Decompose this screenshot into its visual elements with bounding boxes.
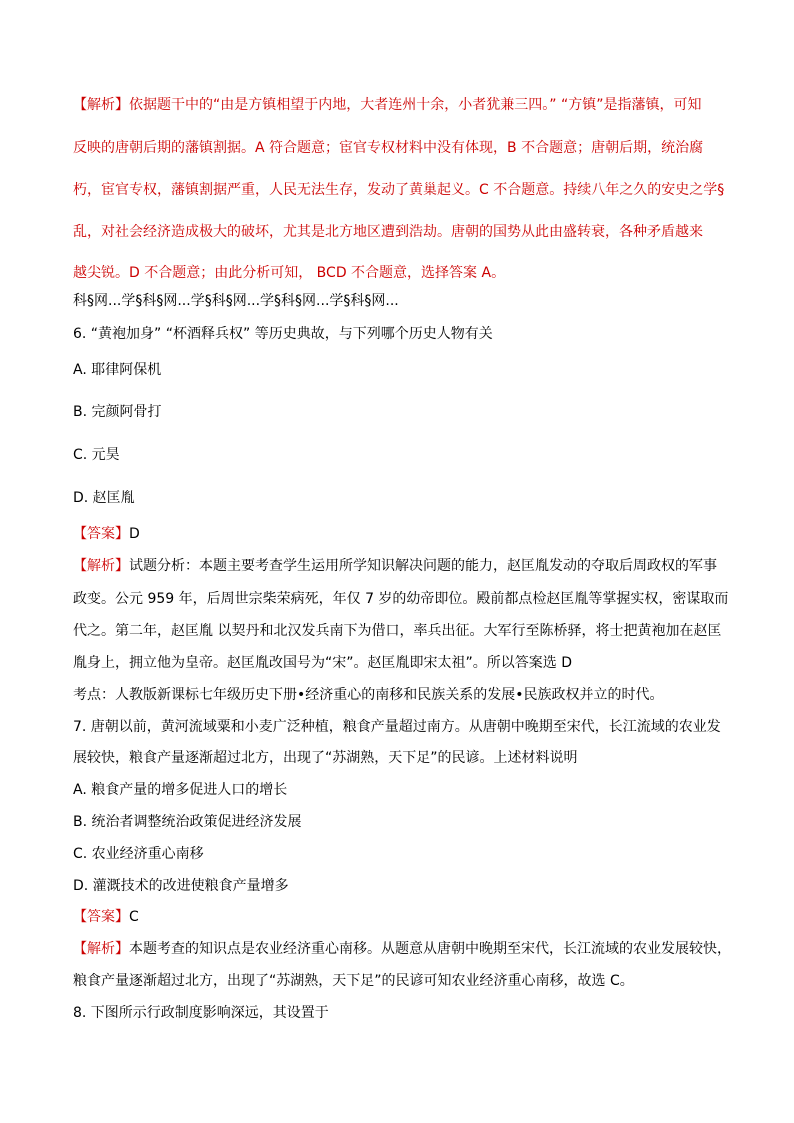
q6-option-a: A. 耶律阿保机	[73, 362, 162, 378]
q7-option-b: B. 统治者调整统治政策促进经济发展	[73, 814, 302, 830]
q8-question: 8. 下图所示行政制度影响深远，其设置于	[73, 1005, 329, 1021]
prev-analysis-line-3: 朽，宦官专权，藩镇割据严重，人民无法生存，发动了黄巢起义。C 不合题意。持续八年之久的安史之学§	[73, 182, 725, 198]
analysis-tag: 【解析】	[73, 558, 129, 574]
q6-analysis-line-2: 政变。公元 959 年，后周世宗柴荣病死，年仅 7 岁的幼帝即位。殿前都点检赵匡胤等掌握实权，密谋取而	[73, 591, 729, 607]
answer-tag: 【答案】	[73, 909, 129, 925]
q6-analysis-line-3: 代之。第二年，赵匡胤 以契丹和北汉发兵南下为借口，率兵出征。大军行至陈桥驿，将士把黄袍加在赵匡	[73, 623, 722, 639]
q6-analysis-line-4: 胤身上，拥立他为皇帝。赵匡胤改国号为“宋”。赵匡胤即宋太祖”。所以答案选 D	[73, 655, 572, 671]
analysis-tag: 【解析】	[73, 941, 129, 957]
q6-question: 6. “黄袍加身” “杯酒释兵权” 等历史典故，与下列哪个历史人物有关	[73, 326, 493, 342]
prev-analysis-line-2: 反映的唐朝后期的藩镇割据。A 符合题意；宦官专权材料中没有体现，B 不合题意；唐朝后期，统治腐	[73, 140, 704, 156]
q6-option-d: D. 赵匡胤	[73, 490, 135, 506]
answer-tag: 【答案】	[73, 526, 129, 542]
q7-answer	[73, 908, 754, 926]
q7-option-c: C. 农业经济重心南移	[73, 846, 204, 862]
q7-answer-value: C	[129, 909, 139, 925]
q6-kaodian: 考点：人教版新课标七年级历史下册•经济重心的南移和民族关系的发展•民族政权并立的时代。	[73, 687, 664, 703]
watermark-line: 科§网...学§科§网...学§科§网...学§科§网...学§科§网...	[73, 293, 399, 309]
analysis-tag: 【解析】	[73, 97, 129, 113]
q7-analysis-line-2: 粮食产量逐渐超过北方，出现了“苏湖熟，天下足”的民谚可知农业经济重心南移，故选 C。	[73, 973, 634, 989]
prev-analysis-line-5: 越尖锐。D 不合题意；由此分析可知， BCD 不合题意，选择答案 A。	[73, 265, 506, 281]
q7-option-a: A. 粮食产量的增多促进人口的增长	[73, 782, 288, 798]
q6-option-c: C. 元昊	[73, 447, 120, 463]
q7-question-line-1: 7. 唐朝以前，黄河流域粟和小麦广泛种植，粮食产量超过南方。从唐朝中晚期至宋代，长江流域的农业发	[73, 719, 721, 735]
q6-answer	[73, 525, 754, 543]
prev-analysis-line-4: 乱，对社会经济造成极大的破坏，尤其是北方地区遭到浩劫。唐朝的国势从此由盛转衰，各种矛盾越来	[73, 224, 703, 240]
q7-question-line-2: 展较快，粮食产量逐渐超过北方，出现了“苏湖熟，天下足”的民谚。上述材料说明	[73, 750, 578, 766]
q6-answer-value: D	[129, 526, 140, 542]
prev-analysis-line-1: 【解析】依据题干中的“由是方镇相望于内地，大者连州十余，小者犹兼三四。” “方镇”是指藩镇，可知	[73, 97, 702, 113]
q7-option-d: D. 灌溉技术的改进使粮食产量增多	[73, 878, 289, 894]
q6-analysis-line-1: 【解析】试题分析：本题主要考查学生运用所学知识解决问题的能力，赵匡胤发动的夺取后周政权的军事	[73, 558, 717, 574]
q6-option-b: B. 完颜阿骨打	[73, 404, 162, 420]
q7-analysis-line-1: 【解析】本题考查的知识点是农业经济重心南移。从题意从唐朝中晚期至宋代，长江流域的农业发展较快，	[73, 941, 731, 957]
